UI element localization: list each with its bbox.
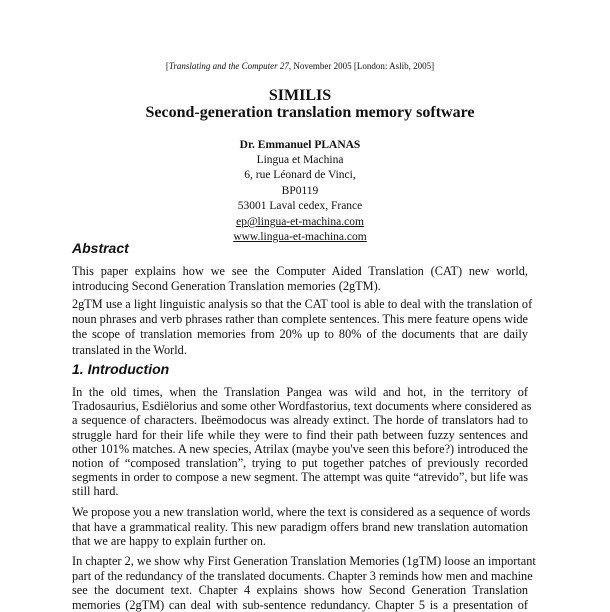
address-line: 53001 Laval cedex, France: [0, 199, 600, 214]
text-line: In the old times, when the Translation Pangea was wild and hot, in the territory of: [72, 385, 528, 399]
website-link[interactable]: www.lingua-et-machina.com: [233, 231, 366, 243]
address-line: 6, rue Léonard de Vinci,: [0, 168, 600, 183]
text-line: translated in the World.: [72, 343, 528, 358]
body-paragraph: [72, 554, 528, 612]
body-paragraph: [72, 385, 528, 499]
text-line: see the document text. Chapter 4 explains shows how Second Generation Translation: [72, 583, 528, 598]
paper-title: SIMILIS: [0, 87, 600, 105]
author-block: [0, 138, 600, 214]
text-line: This paper explains how we see the Computer Aided Translation (CAT) new world,: [72, 264, 528, 279]
text-line: In chapter 2, we show why First Generation Translation Memories (1gTM) loose an important: [72, 554, 528, 569]
body-paragraph: [72, 505, 528, 549]
text-line: Tradosaurius, Esdiëlorius and some other Wordfastorius, text documents where considered as: [72, 399, 528, 413]
text-line: noun phrases and verb phrases rather than complete sentences. This mere feature opens wide: [72, 312, 528, 327]
abstract-heading: Abstract: [72, 240, 129, 256]
paper-subtitle: Second-generation translation memory software: [10, 104, 610, 122]
text-line: the scope of translation memories from 20% up to 80% of the documents that are daily: [72, 327, 528, 342]
author-name: Dr. Emmanuel PLANAS: [0, 138, 600, 153]
text-line: that we are happy to explain further on.: [72, 534, 528, 549]
text-line: other 101% matches. A new species, Atrilax (maybe you've seen this before?) introduced the: [72, 442, 528, 456]
email-link[interactable]: ep@lingua-et-machina.com: [236, 216, 364, 228]
text-line: 2gTM use a light linguistic analysis so that the CAT tool is able to deal with the translation of: [72, 297, 528, 312]
abstract-paragraph: [72, 264, 528, 294]
text-line: still hard.: [72, 484, 528, 498]
citation-header: [Translating and the Computer 27, November 2005 [London: Aslib, 2005]: [0, 61, 600, 71]
text-line: We propose you a new translation world, where the text is considered as a sequence of words: [72, 505, 528, 520]
abstract-paragraph: [72, 297, 528, 358]
text-line: introducing Second Generation Translation memories (2gTM).: [72, 279, 528, 294]
text-line: part of the redundancy of the translated documents. Chapter 3 reminds how men and machine: [72, 569, 528, 584]
journal-name: Translating and the Computer 27: [169, 61, 289, 71]
introduction-heading: 1. Introduction: [72, 361, 169, 377]
text-line: a sequence of characters. Ibeëmodocus was already extinct. The horde of translators had to: [72, 413, 528, 427]
author-affiliation: Lingua et Machina: [0, 153, 600, 168]
text-line: struggle hard for their life while they were to find their path between fuzzy sentences and: [72, 428, 528, 442]
text-line: segments in order to compose a new segment. The attempt was quite “atrevido”, but life was: [72, 470, 528, 484]
address-line: BP0119: [0, 184, 600, 199]
text-line: that have a grammatical reality. This new paradigm offers brand new translation automation: [72, 520, 528, 535]
text-line: notion of “composed translation”, trying to put together patches of previously recorded: [72, 456, 528, 470]
text-line: memories (2gTM) can deal with sub-sentence redundancy. Chapter 5 is a presentation of: [72, 598, 528, 612]
